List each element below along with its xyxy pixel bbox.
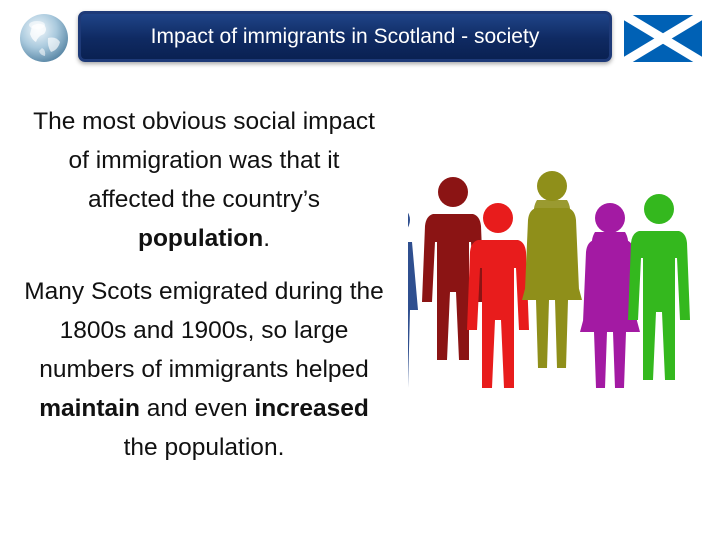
people-figures-illustration bbox=[400, 160, 700, 400]
figure-olive bbox=[522, 171, 582, 368]
page-title: Impact of immigrants in Scotland - society bbox=[150, 24, 540, 48]
figure-green bbox=[628, 194, 690, 380]
title-bar bbox=[78, 11, 612, 62]
bold-maintain: maintain bbox=[39, 395, 140, 422]
paragraph-population: The most obvious social impact of immigration was that it affected the country’s population. bbox=[33, 108, 375, 252]
body-text bbox=[24, 102, 384, 467]
globe-icon bbox=[18, 12, 70, 64]
paragraph-emigration: Many Scots emigrated during the 1800s and 1900s, so large numbers of immigrants helped maintain and even increased the population. bbox=[24, 278, 384, 461]
figure-blue bbox=[400, 206, 418, 388]
bold-increased: increased bbox=[254, 395, 369, 422]
bold-population: population bbox=[137, 225, 264, 252]
scottish-saltire-flag-icon bbox=[624, 15, 702, 62]
